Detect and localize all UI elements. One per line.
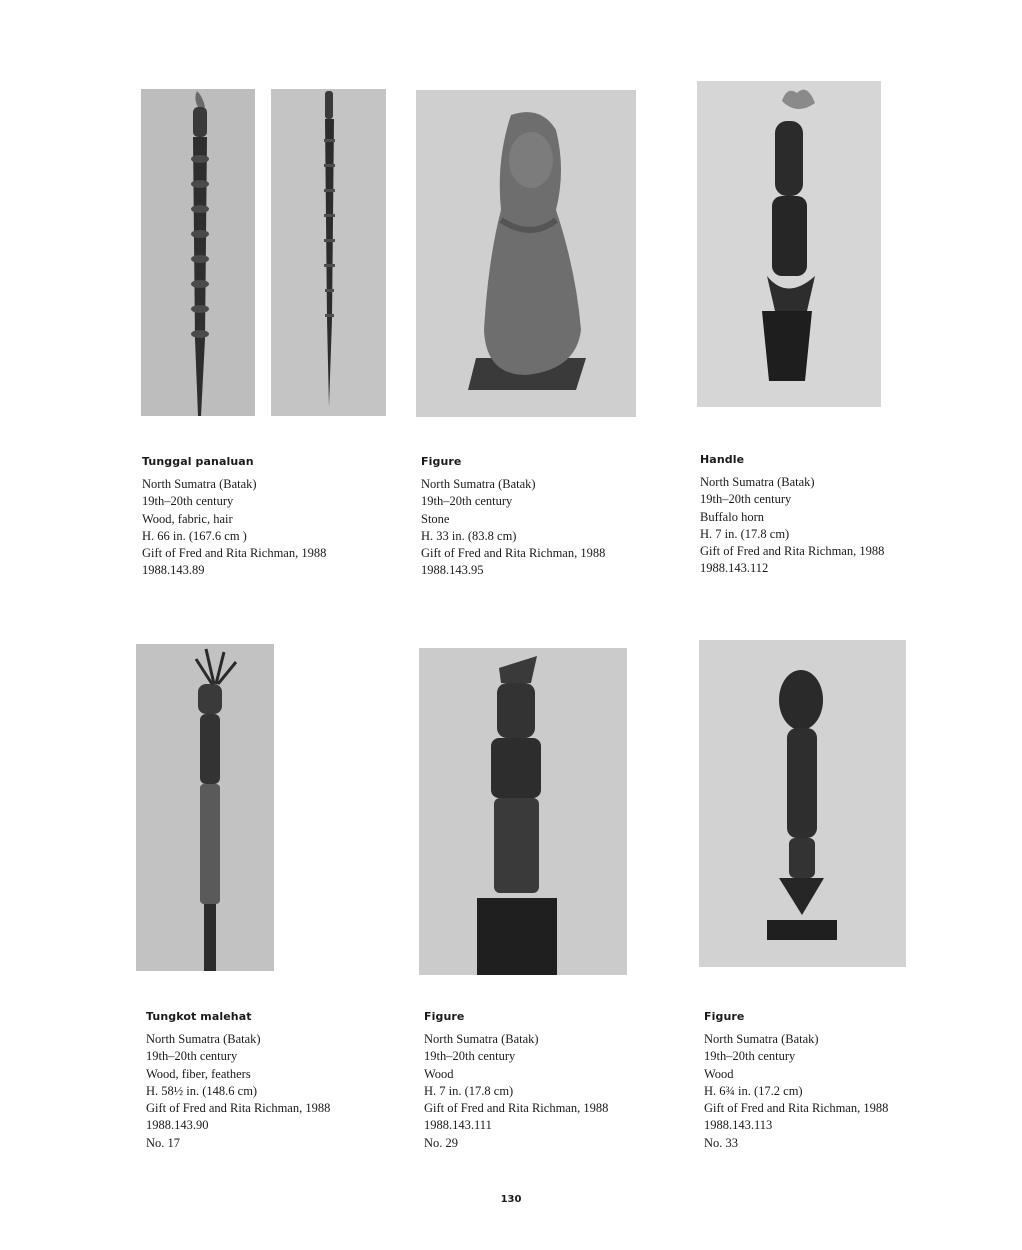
caption-line: North Sumatra (Batak) [142,477,257,491]
photo-wood-figure-33 [699,640,906,967]
caption-line: 19th–20th century [146,1049,238,1064]
caption-line: 1988.143.89 [142,563,205,578]
caption-line: 1988.143.111 [424,1118,492,1133]
caption-line: North Sumatra (Batak) [424,1032,539,1046]
caption-tunggal-panaluan [142,455,402,580]
object-title: Handle [700,453,745,466]
caption-line: 19th–20th century [142,494,234,509]
object-title: Figure [424,1010,465,1023]
photo-stone-figure [416,90,636,417]
caption-line: North Sumatra (Batak) [700,475,815,489]
caption-line: 19th–20th century [424,1049,516,1064]
caption-line: North Sumatra (Batak) [146,1032,261,1046]
object-title: Figure [421,455,462,468]
page-number: 130 [500,1194,522,1205]
caption-line: H. 7 in. (17.8 cm) [424,1083,514,1098]
caption-line: Gift of Fred and Rita Richman, 1988 [146,1101,331,1116]
catalog-number: No. 17 [146,1135,181,1150]
caption-line: Stone [421,511,450,526]
caption-line: H. 7 in. (17.8 cm) [700,526,790,541]
caption-line: Wood, fiber, feathers [146,1066,251,1081]
caption-tungkot-malehat [146,1010,406,1152]
photo-wood-figure-29 [419,648,627,975]
caption-line: H. 58½ in. (148.6 cm) [146,1083,258,1098]
caption-wood-figure-29 [424,1010,684,1152]
caption-line: North Sumatra (Batak) [704,1032,819,1046]
caption-line: Gift of Fred and Rita Richman, 1988 [424,1101,609,1116]
photo-tungkot-malehat [136,644,274,971]
caption-line: North Sumatra (Batak) [421,477,536,491]
caption-line: Gift of Fred and Rita Richman, 1988 [704,1101,889,1116]
caption-line: 1988.143.95 [421,563,484,578]
caption-line: Wood, fabric, hair [142,511,233,526]
caption-line: 1988.143.90 [146,1118,209,1133]
caption-line: Gift of Fred and Rita Richman, 1988 [142,546,327,561]
caption-handle [700,453,960,578]
caption-line: H. 6¾ in. (17.2 cm) [704,1083,803,1098]
caption-line: 1988.143.112 [700,561,769,576]
caption-line: H. 66 in. (167.6 cm ) [142,528,247,543]
caption-line: Buffalo horn [700,509,764,524]
caption-line: Gift of Fred and Rita Richman, 1988 [700,544,885,559]
caption-stone-figure [421,455,681,580]
object-title: Tunggal panaluan [142,455,254,468]
caption-line: Wood [424,1066,454,1081]
caption-line: 19th–20th century [704,1049,796,1064]
caption-wood-figure-33 [704,1010,964,1152]
object-title: Tungkot malehat [146,1010,252,1023]
object-title: Figure [704,1010,745,1023]
caption-line: 1988.143.113 [704,1118,773,1133]
catalog-number: No. 33 [704,1135,739,1150]
caption-line: Wood [704,1066,734,1081]
catalog-number: No. 29 [424,1135,459,1150]
caption-line: H. 33 in. (83.8 cm) [421,528,517,543]
caption-line: 19th–20th century [700,492,792,507]
caption-line: 19th–20th century [421,494,513,509]
photo-handle [697,81,881,407]
photo-tunggal-panaluan-front [141,89,255,416]
photo-tunggal-panaluan-side [271,89,386,416]
caption-line: Gift of Fred and Rita Richman, 1988 [421,546,606,561]
